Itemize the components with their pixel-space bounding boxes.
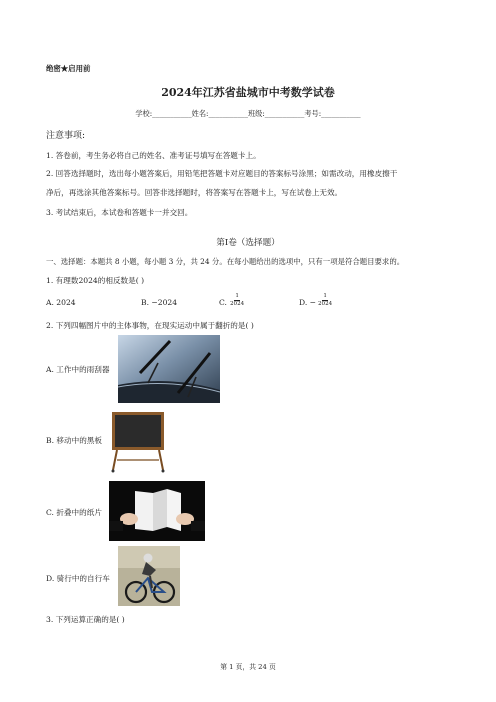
q1-option-c-numerator: 1 xyxy=(234,294,240,301)
exam-title: 2024年江苏省盐城市中考数学试卷 xyxy=(161,86,335,99)
question-3-stem: 3. 下列运算正确的是( ) xyxy=(46,615,125,624)
wiper-image xyxy=(118,335,220,403)
q1-option-d-fraction xyxy=(318,294,332,307)
q1-option-d-numerator: 1 xyxy=(322,294,328,301)
page-number: 第 1 页，共 24 页 xyxy=(220,663,276,671)
q2-option-d: D. 骑行中的自行车 xyxy=(46,574,110,583)
q1-option-b: B. −2024 xyxy=(141,298,178,307)
notice-item-3: 3. 考试结束后，本试卷和答题卡一并交回。 xyxy=(46,208,193,217)
question-2-stem: 2. 下列四幅图片中的主体事物，在现实运动中属于翻折的是( ) xyxy=(46,321,254,330)
section-intro: 一、选择题：本题共 8 小题，每小题 3 分，共 24 分。在每小题给出的选项中，只有一项是符合题目要求的。 xyxy=(46,257,405,266)
q1-option-c-denominator: 2024 xyxy=(230,300,245,307)
q1-option-c-label: C. xyxy=(219,298,227,307)
notice-item-1: 1. 答卷前，考生务必将自己的姓名、准考证号填写在答题卡上。 xyxy=(46,151,261,160)
folding-paper-image xyxy=(109,481,205,541)
blackboard-image xyxy=(109,408,167,474)
notice-item-2-line-2: 净后，再选涂其他答案标号。回答非选择题时，将答案写在答题卡上，写在试卷上无效。 xyxy=(46,188,343,197)
question-1-stem: 1. 有理数2024的相反数是( ) xyxy=(46,276,145,285)
notice-item-2-line-1: 2. 回答选择题时，选出每小题答案后，用铅笔把答题卡对应题目的答案标号涂黑；如需改动，用橡皮擦干 xyxy=(46,169,398,178)
q1-option-a: A. 2024 xyxy=(46,298,76,307)
section-title: 第I卷（选择题） xyxy=(216,238,280,248)
student-info-line: 学校:___________姓名:___________班级:___________考号:___________ xyxy=(135,109,361,118)
bicycle-image xyxy=(118,546,180,606)
notice-heading: 注意事项: xyxy=(46,131,86,141)
q1-option-d-label: D. − xyxy=(299,298,317,307)
q2-option-a: A. 工作中的雨刮器 xyxy=(46,365,110,374)
q2-option-b: B. 移动中的黑板 xyxy=(46,436,102,445)
q2-option-c: C. 折叠中的纸片 xyxy=(46,508,102,517)
q1-option-c-fraction xyxy=(230,294,244,307)
q1-option-d-denominator: 2024 xyxy=(318,300,333,307)
secret-label: 绝密★启用前 xyxy=(46,64,91,73)
